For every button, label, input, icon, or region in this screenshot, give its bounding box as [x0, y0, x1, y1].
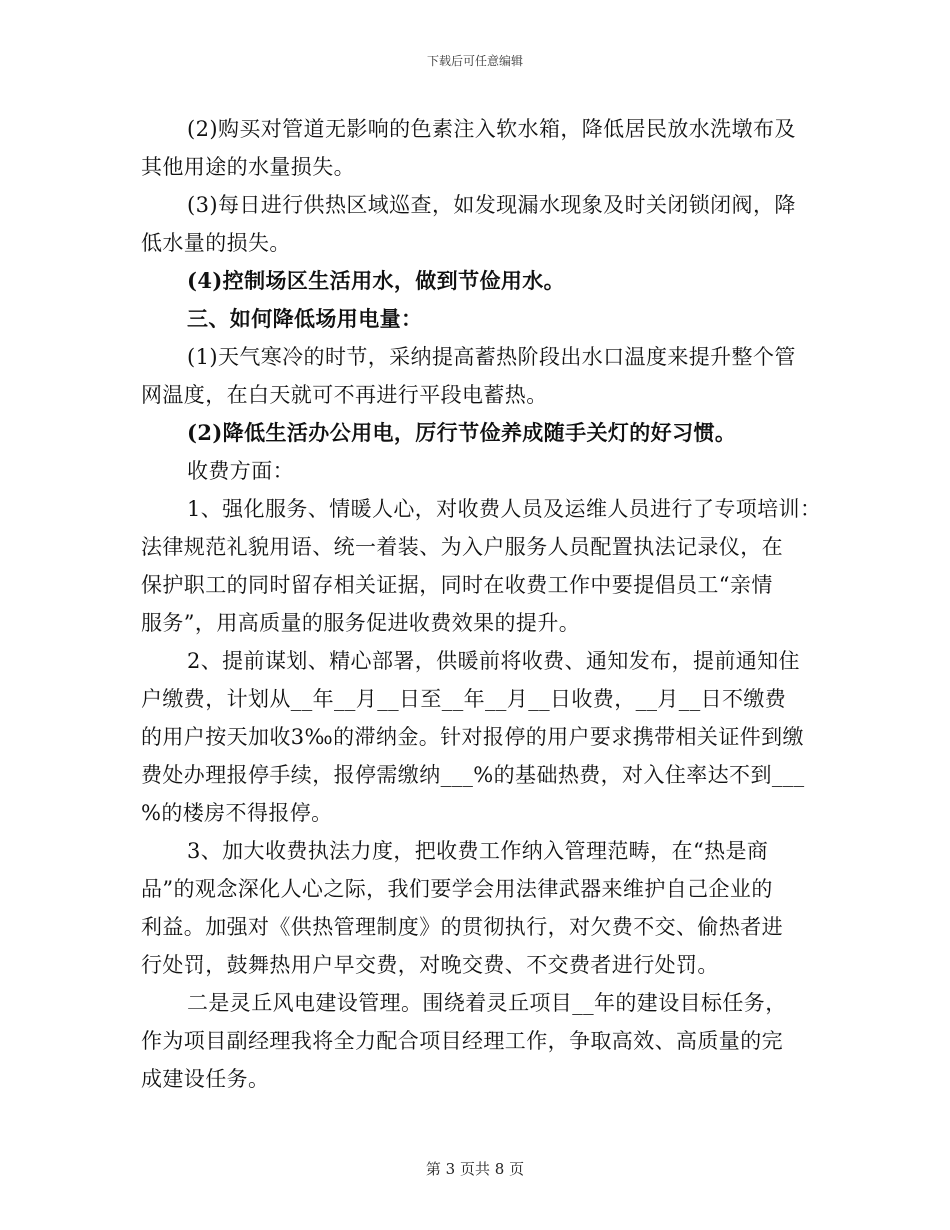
text-line: (4)控制场区生活用水，做到节俭用水。 [187, 268, 566, 293]
text-line: 服务”，用高质量的服务促进收费效果的提升。 [141, 611, 581, 635]
text-line: 三、如何降低场用电量： [187, 306, 423, 331]
text-line: 费处办理报停手续，报停需缴纳___%的基础热费，对入住率达不到___ [141, 763, 805, 787]
text-line: %的楼房不得报停。 [141, 801, 333, 825]
text-line: 品”的观念深化人心之际，我们要学会用法律武器来维护自己企业的 [141, 877, 773, 901]
text-line: (3)每日进行供热区域巡查，如发现漏水现象及时关闭锁闭阀，降 [187, 193, 796, 217]
text-line: 二是灵丘风电建设管理。围绕着灵丘项目__年的建设目标任务， [187, 991, 787, 1015]
text-line: 作为项目副经理我将全力配合项目经理工作，争取高效、高质量的完 [141, 1029, 783, 1053]
text-line: 1、强化服务、情暖人心，对收费人员及运维人员进行了专项培训： [187, 497, 822, 521]
text-line: 成建设任务。 [141, 1067, 270, 1091]
text-line: (2)降低生活办公用电，厉行节俭养成随手关灯的好习惯。 [187, 420, 737, 445]
text-line: 低水量的损失。 [141, 231, 291, 255]
text-line: 的用户按天加收3‰的滞纳金。针对报停的用户要求携带相关证件到缴 [141, 725, 804, 749]
text-line: (2)购买对管道无影响的色素注入软水箱，降低居民放水洗墩布及 [187, 117, 796, 141]
text-line: 法律规范礼貌用语、统一着装、为入户服务人员配置执法记录仪，在 [141, 535, 783, 559]
text-line: 户缴费，计划从__年__月__日至__年__月__日收费，__月__日不缴费 [141, 687, 787, 711]
text-line: 2、提前谋划、精心部署，供暖前将收费、通知发布，提前通知住 [187, 649, 800, 673]
text-line: 利益。加强对《供热管理制度》的贯彻执行，对欠费不交、偷热者进 [141, 915, 783, 939]
text-line: 其他用途的水量损失。 [141, 155, 355, 179]
header-note: 下载后可任意编辑 [426, 54, 523, 68]
text-line: 3、加大收费执法力度，把收费工作纳入管理范畴，在“热是商 [187, 839, 769, 863]
text-line: 网温度，在白天就可不再进行平段电蓄热。 [141, 383, 548, 407]
text-line: 行处罚，鼓舞热用户早交费，对晚交费、不交费者进行处罚。 [141, 953, 719, 977]
text-line: 保护职工的同时留存相关证据，同时在收费工作中要提倡员工“亲情 [141, 573, 773, 597]
text-line: (1)天气寒冷的时节，采纳提高蓄热阶段出水口温度来提升整个管 [187, 345, 796, 369]
page-number: 第 3 页共 8 页 [425, 1160, 525, 1178]
document-body [141, 110, 822, 1098]
text-line: 收费方面： [187, 459, 294, 483]
